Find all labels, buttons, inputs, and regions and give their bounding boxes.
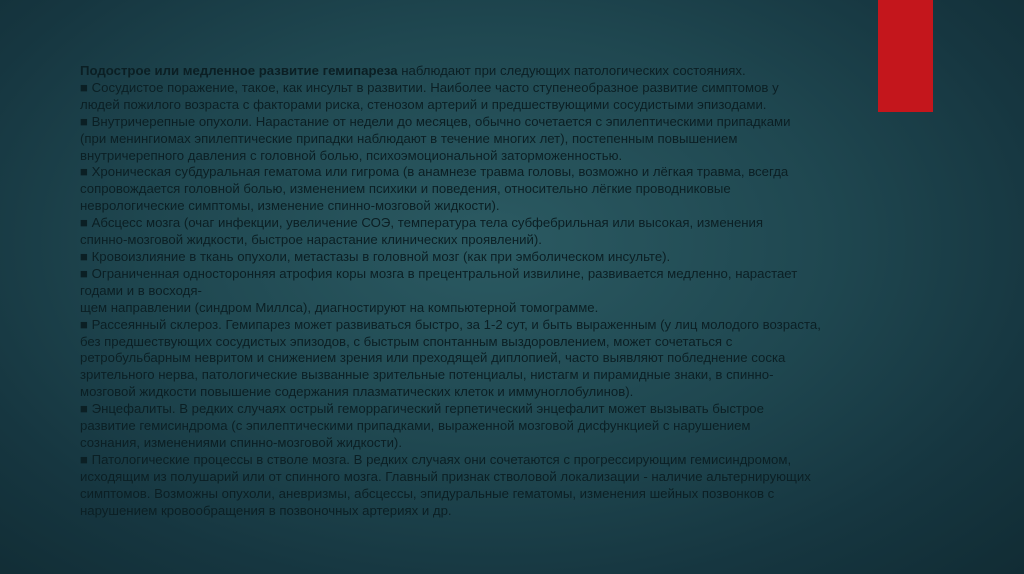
text-line: ■ Кровоизлияние в ткань опухоли, метастазы в головной мозг (как при эмболическом инсульте). — [80, 248, 671, 264]
text-line: внутричерепного давления с головной болью, психоэмоциональной заторможенностью. — [80, 147, 623, 163]
text-line: ■ Сосудистое поражение, такое, как инсульт в развитии. Наиболее часто ступенеобразное развитие симптомов у — [80, 79, 779, 95]
intro-rest-text: наблюдают при следующих патологических состояниях. — [397, 63, 746, 78]
text-line: симптомов. Возможны опухоли, аневризмы, абсцессы, эпидуральные гематомы, изменения шейных позвонков с — [80, 485, 775, 501]
text-line: щем направлении (синдром Миллса), диагностируют на компьютерной томограмме. — [80, 299, 599, 315]
text-line: ■ Внутричерепные опухоли. Нарастание от недели до месяцев, обычно сочетается с эпилептическими припадками — [80, 113, 791, 129]
slide-body-text — [80, 63, 940, 519]
text-line: ■ Энцефалиты. В редких случаях острый геморрагический герпетический энцефалит может вызывать быстрое — [80, 401, 764, 417]
text-line: без предшествующих сосудистых эпизодов, с быстрым спонтанным выздоровлением, может сочетаться с — [80, 333, 733, 349]
text-line: ■ Хроническая субдуральная гематома или гигрома (в анамнезе травма головы, возможно и лёгкая травма, всегда — [80, 164, 789, 180]
text-line: людей пожилого возраста с факторами риска, стенозом артерий и предшествующими сосудистыми эпизодами. — [80, 96, 767, 112]
text-line: сознания, изменениями спинно-мозговой жидкости). — [80, 434, 402, 450]
text-line: исходящим из полушарий или от спинного мозга. Главный признак стволовой локализации - наличие альтернирующих — [80, 468, 811, 484]
text-line: спинно-мозговой жидкости, быстрое нарастание клинических проявлений). — [80, 232, 542, 248]
text-line: ■ Патологические процессы в стволе мозга. В редких случаях они сочетаются с прогрессирующим гемисиндромом, — [80, 451, 792, 467]
intro-line — [80, 63, 940, 80]
text-line: годами и в восходя- — [80, 282, 202, 298]
text-line: ретробульбарным невритом и снижением зрения или преходящей диплопией, часто выявляют побледнение соска — [80, 350, 786, 366]
text-line: ■ Абсцесс мозга (очаг инфекции, увеличение СОЭ, температура тела субфебрильная или высокая, изменения — [80, 215, 764, 231]
text-line: зрительного нерва, патологические вызванные зрительные потенциалы, нистагм и пирамидные знаки, в спинно- — [80, 367, 774, 383]
text-line: нарушением кровообращения в позвоночных артериях и др. — [80, 502, 452, 518]
text-line: ■ Ограниченная односторонняя атрофия коры мозга в прецентральной извилине, развивается медленно, нарастает — [80, 265, 798, 281]
text-line: развитие гемисиндрома (с эпилептическими припадками, выраженной мозговой дисфункцией с нарушением — [80, 418, 751, 434]
text-line: неврологические симптомы, изменение спинно-мозговой жидкости). — [80, 198, 500, 214]
text-line: мозговой жидкости повышение содержания плазматических клеток и иммуноглобулинов). — [80, 384, 634, 400]
text-line: ■ Рассеянный склероз. Гемипарез может развиваться быстро, за 1-2 сут, и быть выраженным (у лиц молодого возраста, — [80, 316, 821, 332]
text-line: сопровождается головной болью, изменением психики и поведения, относительно лёгкие проводниковые — [80, 181, 731, 197]
text-line: (при менингиомах эпилептические припадки наблюдают в течение многих лет), постепенным повышением — [80, 130, 738, 146]
intro-bold-text: Подострое или медленное развитие гемипареза — [80, 63, 398, 78]
